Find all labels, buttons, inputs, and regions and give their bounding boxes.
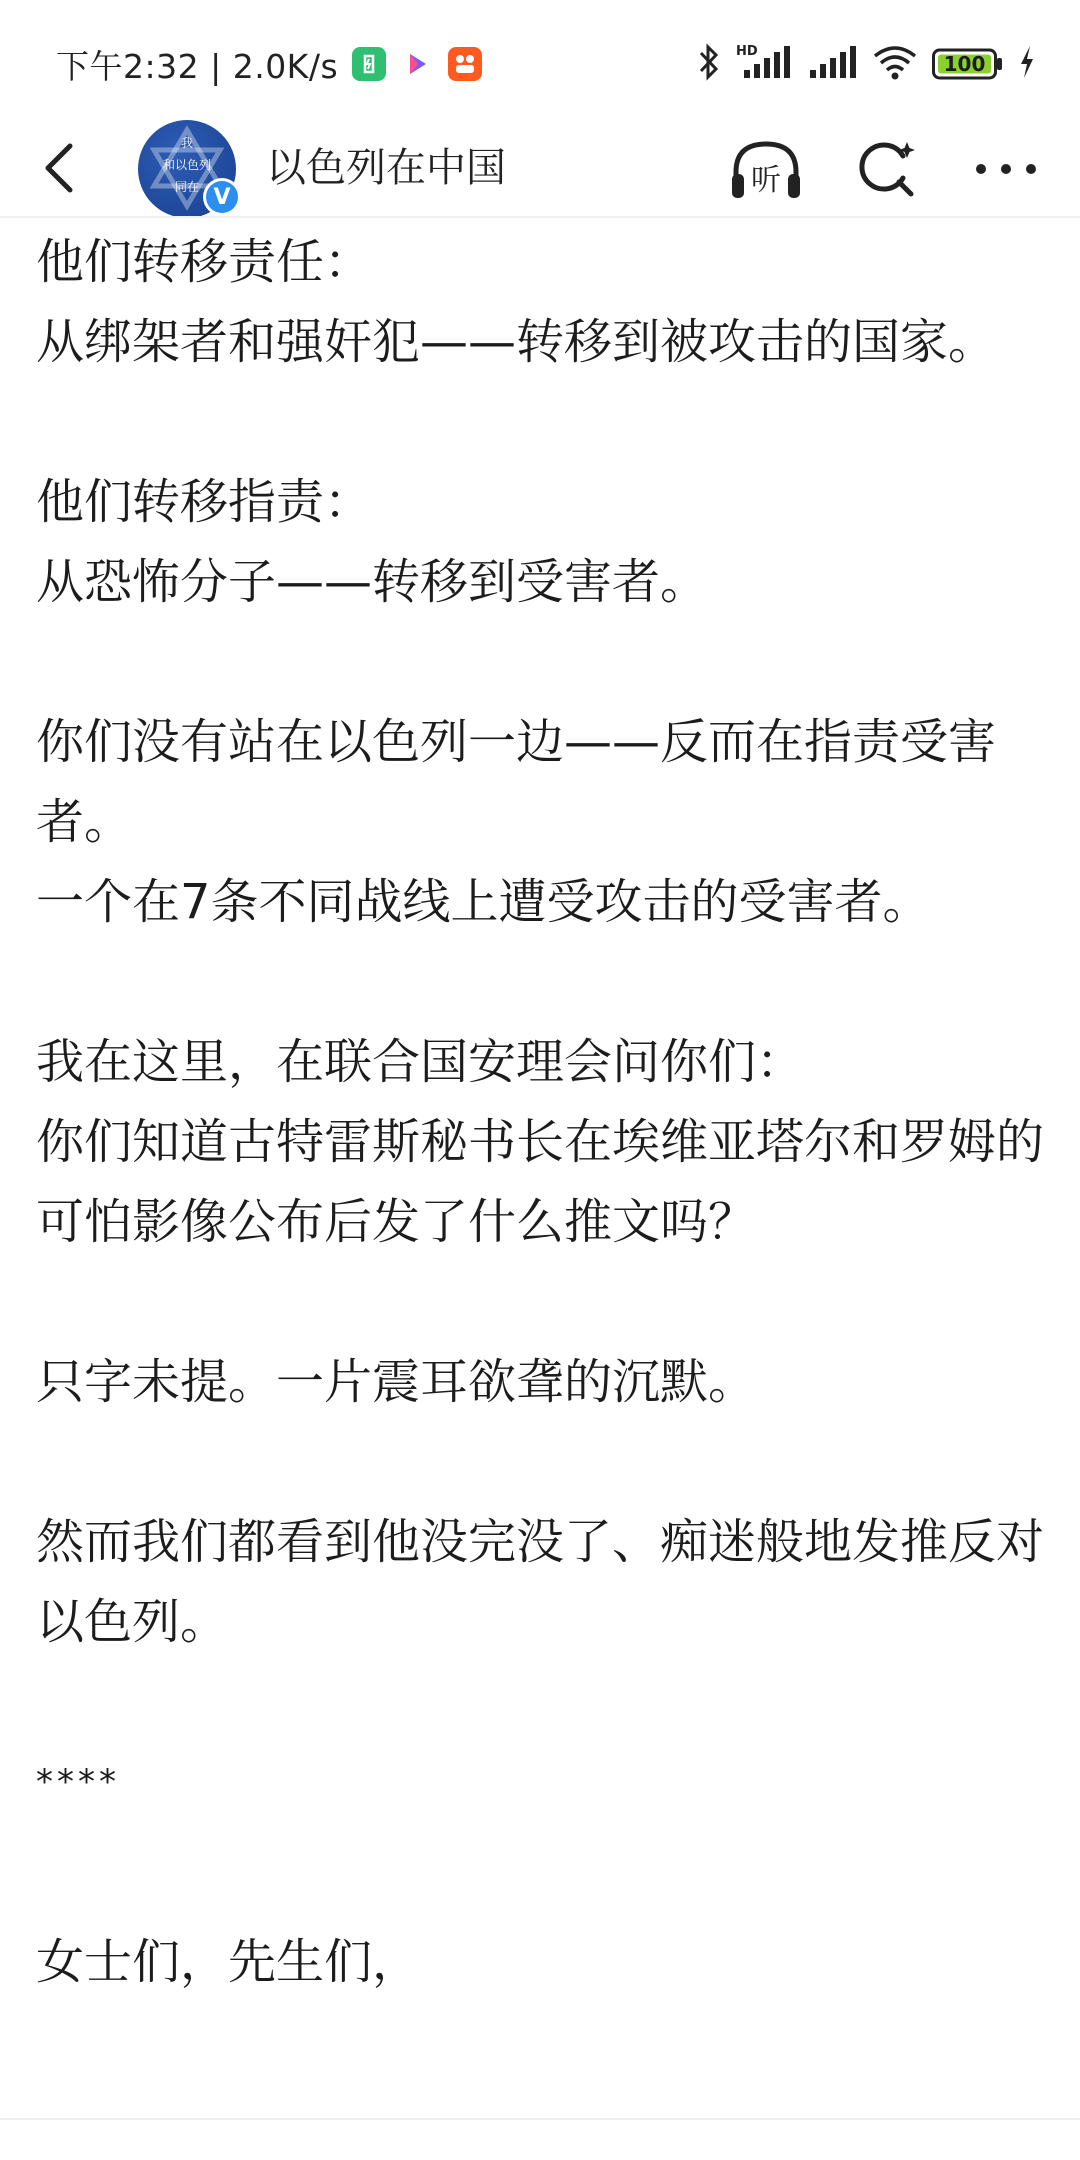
- nav-actions: [728, 134, 1044, 204]
- article-paragraph: 从恐怖分子——转移到受害者。: [36, 554, 709, 610]
- article-paragraph: 我在这里，在联合国安理会问你们：: [36, 1034, 805, 1090]
- app-notification-icon-green: [352, 47, 386, 81]
- status-left: [56, 40, 482, 88]
- battery-icon: [932, 48, 1004, 80]
- status-right: [696, 40, 1036, 88]
- paragraph-spacer: [36, 622, 1046, 702]
- top-navigation-bar: [0, 120, 1080, 216]
- article-paragraph: 只字未提。一片震耳欲聋的沉默。: [36, 1354, 757, 1410]
- bottom-divider: [0, 2118, 1080, 2120]
- verified-badge: [203, 178, 241, 216]
- account-name[interactable]: 以色列在中国: [266, 145, 506, 191]
- section-separator: ****: [36, 1762, 120, 1802]
- article-paragraph: 然而我们都看到他没完没了、痴迷般地发推反对以色列。: [36, 1514, 1045, 1650]
- signal-icon: [808, 42, 858, 86]
- wifi-icon: [872, 42, 918, 86]
- app-notification-icon-orange: [448, 47, 482, 81]
- search-button[interactable]: [848, 134, 924, 204]
- svg-text:HD: HD: [736, 44, 758, 59]
- more-options-button[interactable]: [968, 134, 1044, 204]
- header-divider: [0, 216, 1080, 218]
- paragraph-spacer: [36, 1262, 1046, 1342]
- listen-button[interactable]: [728, 134, 804, 204]
- article-paragraph: 女士们，先生们，: [36, 1934, 421, 1990]
- status-bar: [0, 0, 1080, 120]
- signal-hd-icon: [736, 42, 794, 86]
- more-dots-icon: [973, 159, 1039, 179]
- verified-check-icon: V: [206, 181, 238, 213]
- search-sparkle-icon: [853, 136, 919, 202]
- article-paragraph: 从绑架者和强奸犯——转移到被攻击的国家。: [36, 314, 997, 370]
- battery-level-text: 100: [943, 52, 986, 76]
- bluetooth-icon: [696, 42, 722, 86]
- article-body: [36, 222, 1046, 2002]
- charging-icon: [1018, 44, 1036, 84]
- back-button[interactable]: [32, 138, 92, 198]
- avatar-text-line-1: 我: [180, 136, 193, 150]
- chevron-left-icon: [32, 138, 92, 198]
- article-paragraph: 他们转移指责：: [36, 474, 373, 530]
- status-time-speed: 下午2:32 | 2.0K/s: [56, 46, 339, 86]
- paragraph-spacer: [36, 942, 1046, 1022]
- article-paragraph: 他们转移责任：: [36, 234, 373, 290]
- paragraph-spacer: [36, 382, 1046, 462]
- app-notification-icon-play: [400, 47, 434, 81]
- paragraph-spacer: [36, 1662, 1046, 1742]
- avatar-text-line-3: 同在: [174, 180, 199, 194]
- paragraph-spacer: [36, 1822, 1046, 1922]
- article-paragraph: 你们没有站在以色列一边——反而在指责受害者。: [36, 714, 997, 850]
- avatar-text-line-2: 和以色列: [162, 158, 211, 172]
- paragraph-spacer: [36, 1422, 1046, 1502]
- article-paragraph: 一个在7条不同战线上遭受攻击的受害者。: [36, 874, 931, 930]
- article-paragraph: 你们知道古特雷斯秘书长在埃维亚塔尔和罗姆的可怕影像公布后发了什么推文吗？: [36, 1114, 1045, 1250]
- listen-label: 听: [751, 163, 781, 198]
